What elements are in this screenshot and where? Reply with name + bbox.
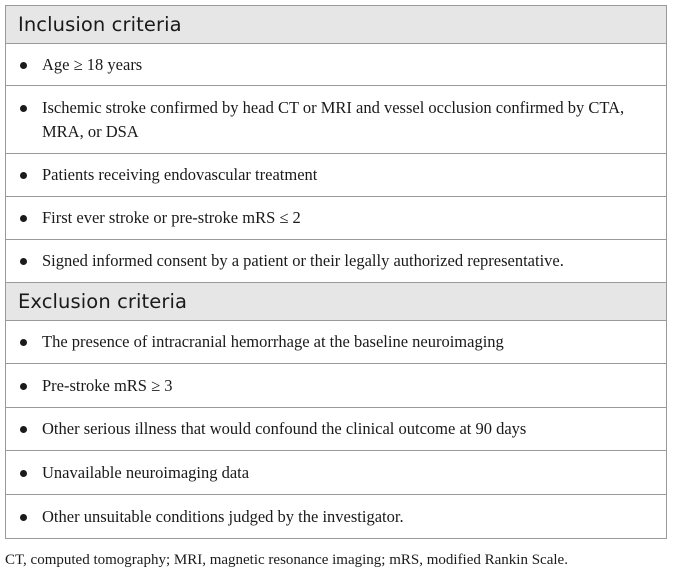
exclusion-item-row — [6, 451, 667, 495]
inclusion-item-consent: Signed informed consent by a patient or their legally authorized representative. — [42, 251, 564, 270]
exclusion-item-row — [6, 364, 667, 408]
exclusion-item-serious-illness: Other serious illness that would confound the clinical outcome at 90 days — [42, 419, 527, 438]
inclusion-item-row — [6, 197, 667, 240]
bullet-icon — [20, 172, 27, 179]
inclusion-heading: Inclusion criteria — [6, 6, 667, 44]
inclusion-item-age: Age ≥ 18 years — [42, 54, 143, 74]
inclusion-item-row — [6, 154, 667, 197]
inclusion-header-row — [6, 6, 667, 44]
table-footnote: CT, computed tomography; MRI, magnetic resonance imaging; mRS, modified Rankin Scale. — [5, 552, 568, 568]
bullet-icon — [20, 62, 27, 69]
bullet-icon — [20, 383, 27, 390]
bullet-icon — [20, 426, 27, 433]
exclusion-item-row — [6, 495, 667, 539]
bullet-icon — [20, 514, 27, 521]
exclusion-heading: Exclusion criteria — [6, 283, 667, 321]
exclusion-item-unsuitable: Other unsuitable conditions judged by the investigator. — [42, 506, 404, 526]
inclusion-item-ischemic-stroke: Ischemic stroke confirmed by head CT or MRI and vessel occlusion confirmed by CTA, MRA, or DSA — [42, 97, 625, 141]
inclusion-item-row — [6, 44, 667, 86]
inclusion-item-endovascular: Patients receiving endovascular treatment — [42, 165, 318, 184]
bullet-icon — [20, 339, 27, 346]
bullet-icon — [20, 215, 27, 222]
bullet-icon — [20, 258, 27, 265]
bullet-icon — [20, 105, 27, 112]
exclusion-item-pre-stroke-mrs: Pre-stroke mRS ≥ 3 — [42, 375, 173, 395]
exclusion-item-neuroimaging: Unavailable neuroimaging data — [42, 462, 250, 482]
inclusion-item-first-stroke: First ever stroke or pre-stroke mRS ≤ 2 — [42, 208, 301, 227]
inclusion-item-row — [6, 86, 667, 154]
exclusion-item-row — [6, 321, 667, 364]
exclusion-item-row — [6, 408, 667, 451]
bullet-icon — [20, 470, 27, 477]
inclusion-item-row — [6, 240, 667, 283]
exclusion-header-row — [6, 283, 667, 321]
exclusion-item-hemorrhage: The presence of intracranial hemorrhage at the baseline neuroimaging — [42, 332, 504, 351]
criteria-table — [5, 5, 667, 539]
